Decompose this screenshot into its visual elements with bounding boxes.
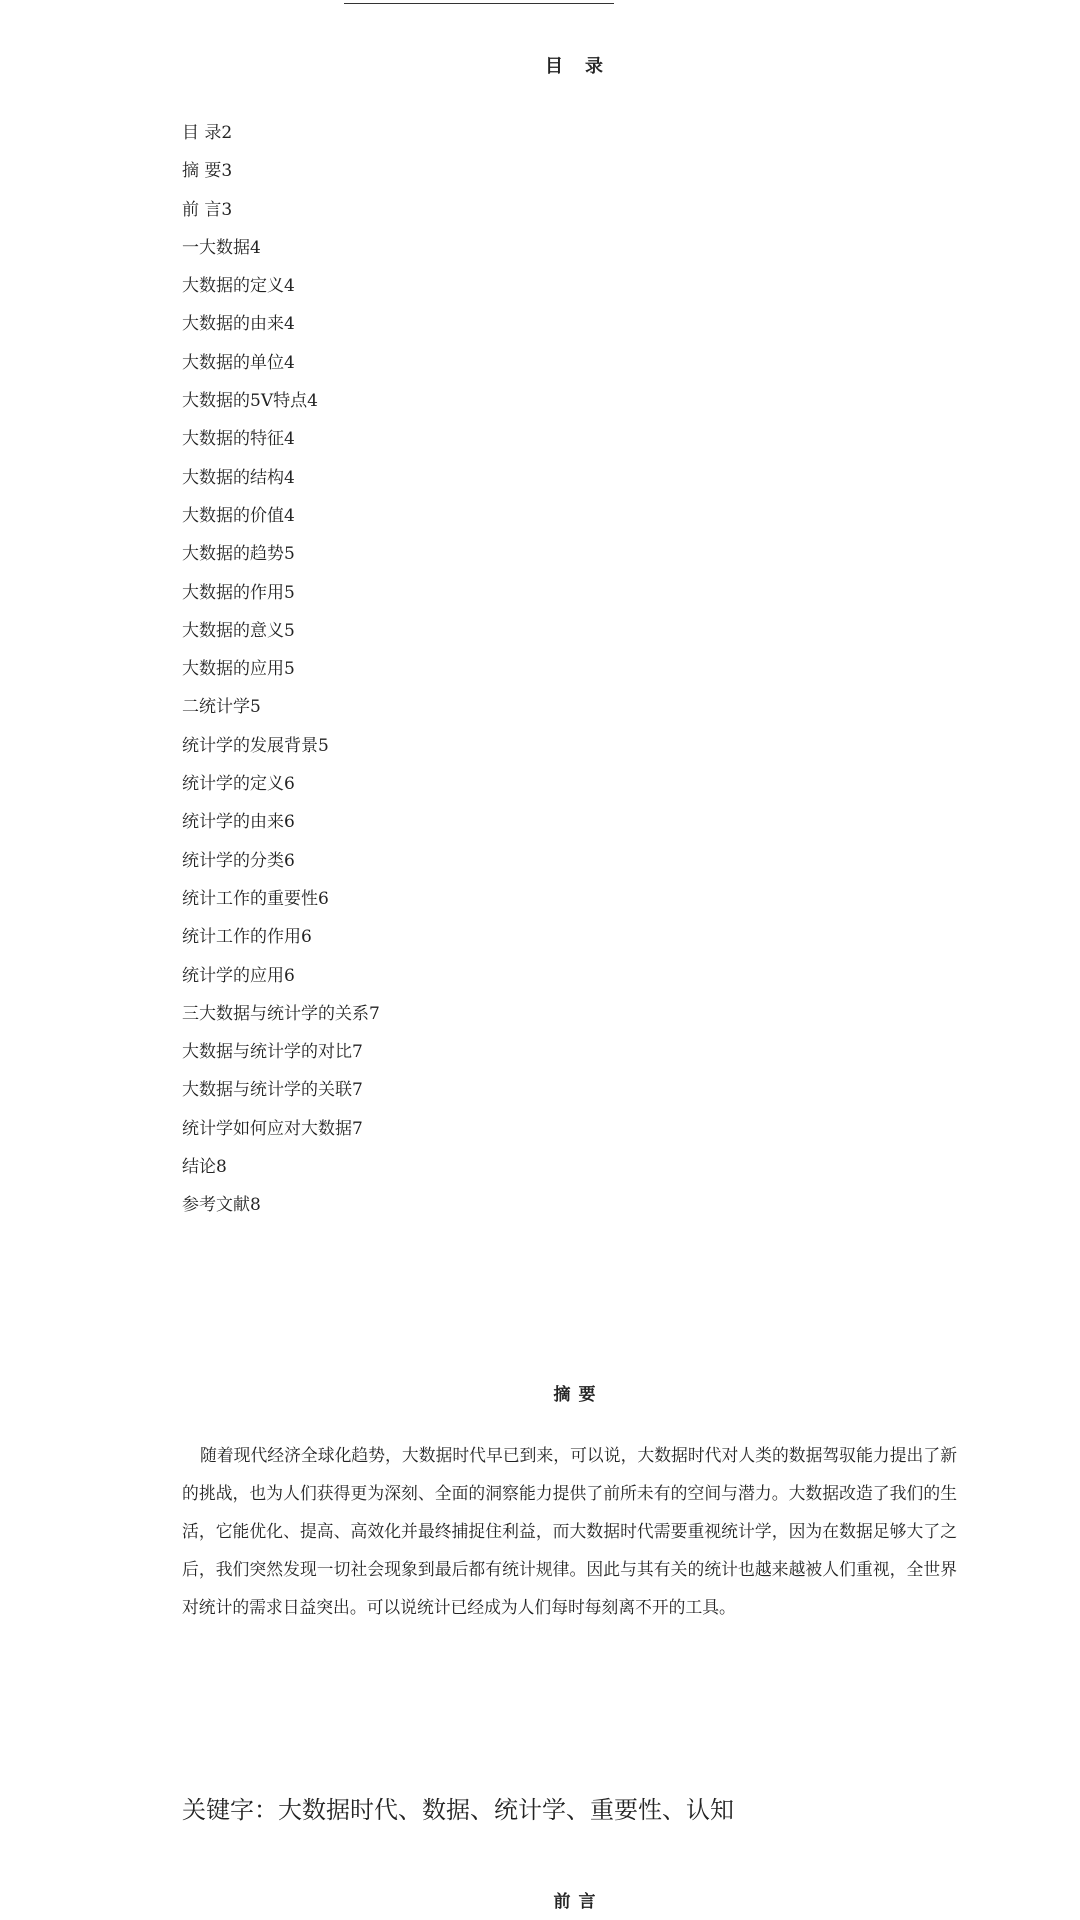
toc-entry-page[interactable]: 5 [284, 659, 295, 680]
toc-entry-label[interactable]: 二统计学 [182, 697, 250, 718]
toc-entry[interactable] [182, 152, 380, 190]
header-rule [344, 3, 614, 4]
toc-entry[interactable] [182, 191, 380, 229]
keywords-line: 关键字：大数据时代、数据、统计学、重要性、认知 [182, 1796, 734, 1824]
toc-entry-label[interactable]: 大数据的趋势 [182, 544, 284, 565]
toc-entry-page[interactable]: 4 [250, 237, 261, 258]
toc-entry-label[interactable]: 统计学的由来 [182, 812, 284, 833]
toc-entry-label[interactable]: 统计学的应用 [182, 965, 284, 986]
toc-entry[interactable] [182, 574, 380, 612]
toc-entry[interactable] [182, 1186, 380, 1224]
toc-entry[interactable] [182, 305, 380, 343]
toc-entry-page[interactable]: 7 [352, 1042, 363, 1063]
toc-entry-page[interactable]: 4 [284, 276, 295, 297]
toc-entry-label[interactable]: 大数据的结构 [182, 467, 284, 488]
toc-entry[interactable] [182, 1033, 380, 1071]
toc-entry[interactable] [182, 995, 380, 1033]
toc-entry-label[interactable]: 大数据的作用 [182, 582, 284, 603]
preface-title: 前 言 [553, 1892, 597, 1912]
toc-entry-label[interactable]: 目 录 [182, 123, 222, 143]
toc-entry-label[interactable]: 大数据的应用 [182, 659, 284, 680]
toc-entry-page[interactable]: 6 [284, 774, 295, 795]
toc-entry-label[interactable]: 大数据的定义 [182, 276, 284, 297]
toc-entry[interactable] [182, 842, 380, 880]
toc-entry[interactable] [182, 344, 380, 382]
toc-entry-label[interactable]: 参考文献 [182, 1195, 250, 1216]
toc-entry-page[interactable]: 6 [284, 850, 295, 871]
toc-entry[interactable] [182, 688, 380, 726]
toc-entry[interactable] [182, 880, 380, 918]
toc-entry-page[interactable]: 2 [221, 123, 233, 143]
toc-entry-page[interactable]: 6 [284, 965, 295, 986]
toc-entry-page[interactable]: 4 [284, 314, 295, 335]
toc-entry-page[interactable]: 7 [352, 1080, 363, 1101]
toc-entry-label[interactable]: 统计工作的作用 [182, 927, 301, 948]
toc-entry[interactable] [182, 114, 380, 152]
toc-entry-page[interactable]: 6 [284, 812, 295, 833]
toc-entry-page[interactable]: 5 [318, 735, 329, 756]
toc-entry-page[interactable]: 5 [284, 582, 295, 603]
toc-entry-label[interactable]: 大数据与统计学的对比 [182, 1042, 352, 1063]
toc-entry-page[interactable]: 5 [284, 620, 295, 641]
toc-entry-page[interactable]: 6 [318, 888, 329, 909]
abstract-title: 摘 要 [553, 1385, 597, 1405]
toc-entry-label[interactable]: 大数据与统计学的关联 [182, 1080, 352, 1101]
toc-entry-page[interactable]: 4 [284, 505, 295, 526]
toc-entry-page[interactable]: 4 [284, 352, 295, 373]
toc-entry-label[interactable]: 大数据的价值 [182, 505, 284, 526]
toc-entry-page[interactable]: 7 [352, 1118, 363, 1139]
toc-entry-page[interactable]: 4 [307, 391, 318, 412]
toc-entry-label[interactable]: 统计学的发展背景 [182, 735, 318, 756]
toc-entry-page[interactable]: 4 [284, 467, 295, 488]
toc-entry-label[interactable]: 前 言 [182, 199, 222, 220]
toc-entry-page[interactable]: 8 [216, 1157, 227, 1178]
toc-entry-page[interactable]: 5 [284, 544, 295, 565]
toc-entry[interactable] [182, 497, 380, 535]
toc-entry-label[interactable]: 统计工作的重要性 [182, 888, 318, 909]
toc-title: 目 录 [545, 56, 605, 77]
toc-entry[interactable] [182, 765, 380, 803]
toc-entry[interactable] [182, 420, 380, 458]
toc-entry-label[interactable]: 大数据的特征 [182, 429, 284, 450]
toc-entry-page[interactable]: 3 [221, 161, 233, 182]
toc-entry-label[interactable]: 大数据的单位 [182, 352, 284, 373]
toc-entry-label[interactable]: 大数据的由来 [182, 314, 284, 335]
toc-entry-page[interactable]: 5 [250, 697, 261, 718]
toc-entry-label[interactable]: 大数据的意义 [182, 620, 284, 641]
abstract-body: 随着现代经济全球化趋势，大数据时代早已到来，可以说，大数据时代对人类的数据驾驭能力提出了新的挑战，也为人们获得更为深刻、全面的洞察能力提供了前所未有的空间与潜力。大数据改造了我们的生活，它能优化、提高、高效化并最终捕捉住利益，而大数据时代需要重视统计学，因为在数据足够大了之后，我们突然发现一切社会现象到最后都有统计规律。因此与其有关的统计也越来越被人们重视，全世界对统计的需求日益突出。可以说统计已经成为人们每时每刻离不开的工具。 [182, 1445, 957, 1617]
toc-entry[interactable] [182, 957, 380, 995]
toc-entry[interactable] [182, 382, 380, 420]
toc-entry[interactable] [182, 229, 380, 267]
toc-entry-page[interactable]: 8 [250, 1195, 261, 1216]
toc-entry-label[interactable]: 统计学的定义 [182, 774, 284, 795]
toc-entry-page[interactable]: 4 [284, 429, 295, 450]
toc-entry-label[interactable]: 三大数据与统计学的关系 [182, 1003, 369, 1024]
toc-entry-label[interactable]: 摘 要 [182, 161, 222, 182]
toc-entry-page[interactable]: 7 [369, 1003, 380, 1024]
toc-entry[interactable] [182, 1148, 380, 1186]
toc-entry-label[interactable]: 统计学如何应对大数据 [182, 1118, 352, 1139]
toc-entry-label[interactable]: 统计学的分类 [182, 850, 284, 871]
table-of-contents [182, 114, 380, 1225]
toc-entry-page[interactable]: 3 [221, 199, 233, 220]
toc-entry[interactable] [182, 267, 380, 305]
toc-entry[interactable] [182, 612, 380, 650]
toc-entry[interactable] [182, 918, 380, 956]
toc-entry-page[interactable]: 6 [301, 927, 312, 948]
toc-entry-label[interactable]: 结论 [182, 1157, 216, 1178]
toc-entry-label[interactable]: 大数据的5V特点 [182, 391, 308, 412]
toc-entry[interactable] [182, 1071, 380, 1109]
toc-entry[interactable] [182, 1110, 380, 1148]
toc-entry-label[interactable]: 一大数据 [182, 237, 250, 258]
toc-entry[interactable] [182, 650, 380, 688]
toc-entry[interactable] [182, 803, 380, 841]
toc-entry[interactable] [182, 535, 380, 573]
toc-entry[interactable] [182, 727, 380, 765]
toc-entry[interactable] [182, 459, 380, 497]
